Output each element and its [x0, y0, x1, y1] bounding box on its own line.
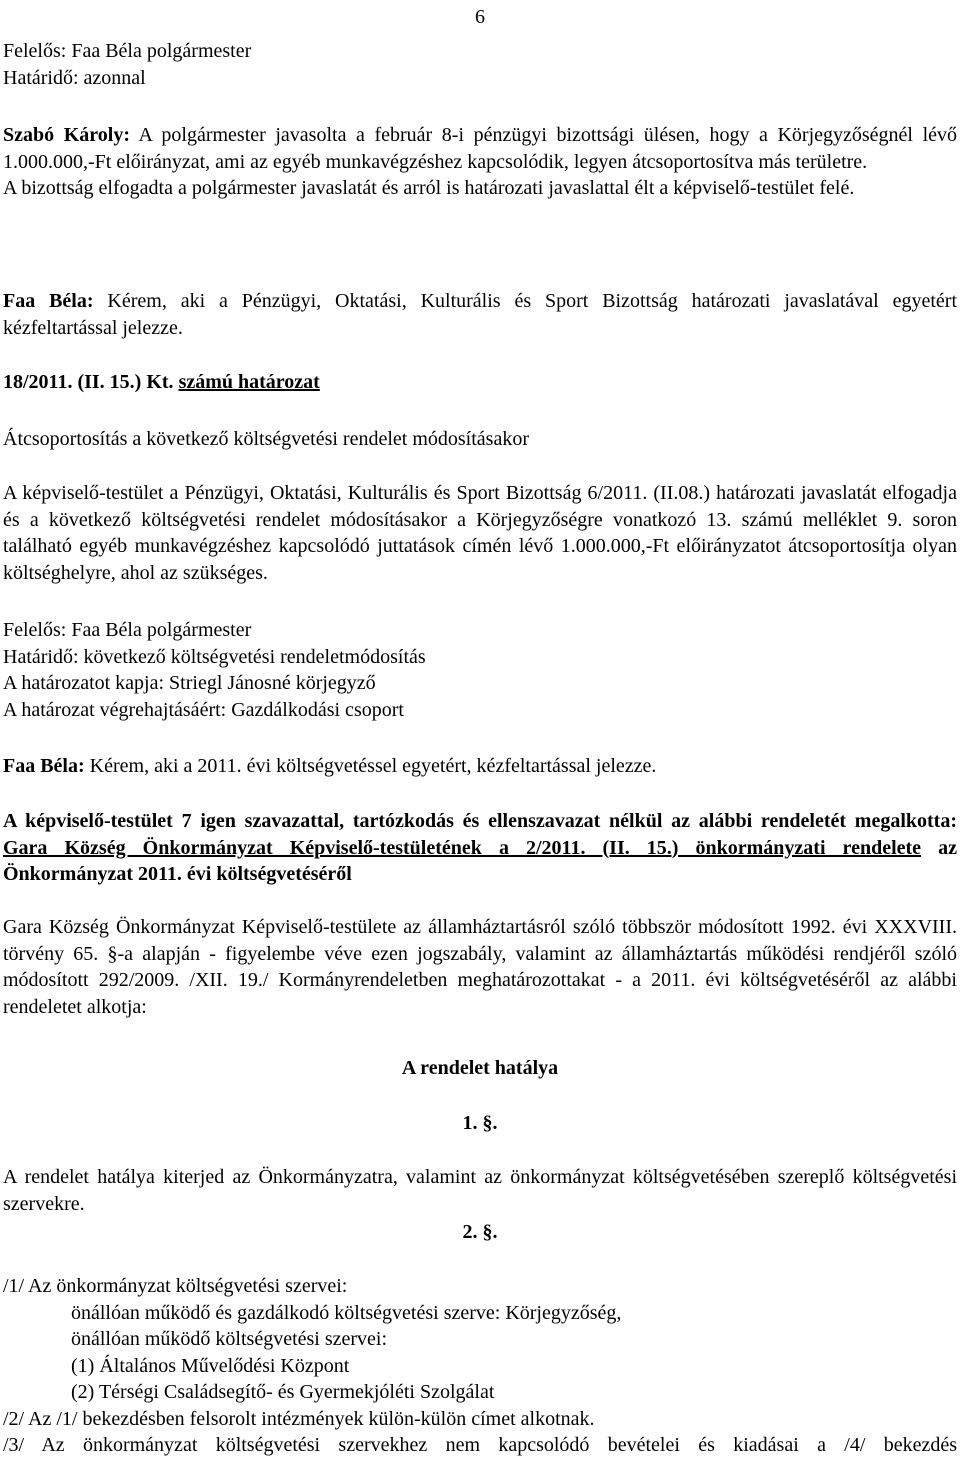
speaker-name: Faa Béla:: [3, 755, 85, 777]
resolution-heading: [3, 369, 957, 396]
list-line: /1/ Az önkormányzat költségvetési szervei:: [3, 1275, 348, 1297]
page-number: 6: [475, 6, 485, 28]
deadline-line: Határidő: azonnal: [3, 66, 146, 89]
executor-line: A határozat végrehajtásáért: Gazdálkodási csoport: [3, 698, 404, 721]
paragraph-text: Kérem, aki a Pénzügyi, Oktatási, Kulturális és Sport Bizottság határozati javaslatával egyetért kézfeltartással jelezze.: [3, 290, 957, 339]
speaker-name: Faa Béla:: [3, 290, 94, 312]
speaker-name: Szabó Károly:: [3, 124, 130, 146]
resolution-subject: Átcsoportosítás a következő költségvetési rendelet módosításakor: [3, 428, 529, 450]
paragraph-text: A polgármester javasolta a február 8-i pénzügyi bizottsági ülésen, hogy a Körjegyzőségnél lévő 1.000.000,-Ft előirányzat, ami az egyéb munkavégzéshez kapcsolódik, legyen átcsoportosítva más területre.: [3, 124, 957, 173]
paragraph-faa-1: [3, 288, 957, 341]
vote-result: [3, 808, 957, 888]
resolution-signoff: [3, 617, 957, 723]
resolution-body: A képviselő-testület a Pénzügyi, Oktatási, Kulturális és Sport Bizottság 6/2011. (II.08.) határozati javaslatát elfogadja és a következő költségvetési rendelet módosításakor a Körjegyzőségre vonatkozó 13. számú melléklet 9. soron található egyéb munkavégzéshez kapcsolódó juttatások címén lévő 1.000.000,-Ft előirányzatot átcsoportosítja olyan költséghelyre, ahol az szükséges.: [3, 482, 957, 584]
vote-lead: A képviselő-testület 7 igen szavazattal, tartózkodás és ellenszavazat nélkül az alábbi rendeletét megalkotta:: [3, 810, 957, 832]
paragraph-2-list: [3, 1273, 957, 1459]
paragraph-text: Kérem, aki a 2011. évi költségvetéssel egyetért, kézfeltartással jelezze.: [84, 755, 657, 777]
deadline-line: Határidő: következő költségvetési rendeletmódosítás: [3, 645, 426, 668]
paragraph-2-title: 2. §.: [462, 1221, 498, 1243]
paragraph-faa-2: [3, 753, 957, 780]
decree-title: Gara Község Önkormányzat Képviselő-testületének a 2/2011. (II. 15.) önkormányzati rendelete: [3, 836, 922, 859]
list-line: /3/ Az önkormányzat költségvetési szervekhez nem kapcsolódó bevételei és kiadásai a /4/ bekezdés: [3, 1434, 957, 1456]
paragraph-1-text: A rendelet hatálya kiterjed az Önkormányzatra, valamint az önkormányzat költségvetésében szereplő költségvetési szervekre.: [3, 1166, 957, 1215]
recipient-line: A határozatot kapja: Striegl Jánosné körjegyző: [3, 672, 376, 694]
resolution-number: 18/2011. (II. 15.) Kt.: [3, 371, 179, 393]
list-line: (1) Általános Művelődési Központ: [71, 1354, 350, 1377]
paragraph-committee: A bizottság elfogadta a polgármester javaslatát és arról is határozati javaslattal élt a képviselő-testület felé.: [3, 177, 855, 199]
top-signoff: [3, 38, 957, 91]
list-line: (2) Térségi Családsegítő- és Gyermekjóléti Szolgálat: [71, 1381, 495, 1403]
list-line: önállóan működő költségvetési szervei:: [71, 1328, 388, 1350]
list-line: /2/ Az /1/ bekezdésben felsorolt intézmények külön-külön címet alkotnak.: [3, 1407, 595, 1430]
resolution-label: számú határozat: [178, 371, 320, 393]
paragraph-1-title: 1. §.: [462, 1112, 498, 1134]
responsible-line: Felelős: Faa Béla polgármester: [3, 40, 252, 62]
responsible-line: Felelős: Faa Béla polgármester: [3, 619, 252, 641]
preamble: Gara Község Önkormányzat Képviselő-testülete az államháztartásról szóló többször módosított 1992. évi XXXVIII. törvény 65. §-a alapján - figyelembe véve ezen jogszabály, valamint az államháztartás működési rendjéről szóló módosított 292/2009. /XII. 19./ Kormányrendeletben meghatározottakat - a 2011. évi költségvetéséről az alábbi rendeletet alkotja:: [3, 916, 957, 1018]
decree-subject: az Önkormányzat 2011. évi költségvetéséről: [3, 836, 957, 885]
list-line: önállóan működő és gazdálkodó költségvetési szerve: Körjegyzőség,: [71, 1301, 622, 1324]
section-title: A rendelet hatálya: [401, 1057, 559, 1079]
paragraph-szabo: [3, 122, 957, 202]
